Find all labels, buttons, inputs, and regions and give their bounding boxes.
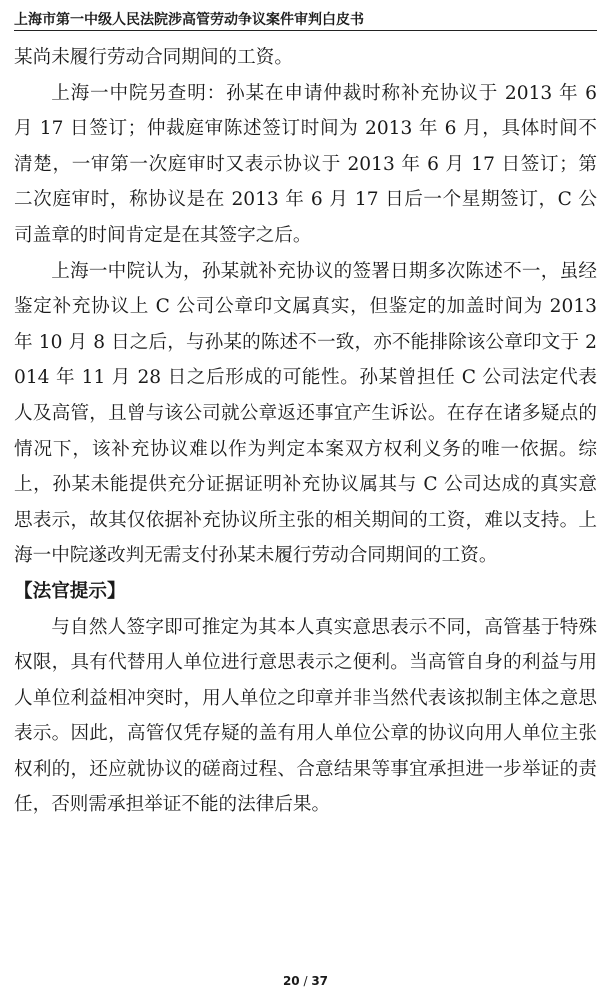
page-header: [14, 6, 597, 31]
page-number: [0, 974, 611, 988]
section-heading-judge-tips: 【法官提示】: [14, 580, 126, 602]
page-number-separator: /: [299, 974, 312, 988]
paragraph-court-opinion: 上海一中院认为，孙某就补充协议的签署日期多次陈述不一，虽经鉴定补充协议上 C 公司公章印文属真实，但鉴定的加盖时间为 2013 年 10 月 8 日之后，与孙某的陈述不一致，亦不能排除该公章印文于 2014 年 11 月 28 日之后形成的可能性。孙某曾担任 C 公司法定代表人及高管，且曾与该公司就公章返还事宜产生诉讼。在存在诸多疑点的情况下，该补充协议难以作为判定本案双方权利义务的唯一依据。综上，孙某未能提供充分证据证明补充协议属其与 C 公司达成的真实意思表示，故其仅依据补充协议所主张的相关期间的工资，难以支持。上海一中院遂改判无需支付孙某未履行劳动合同期间的工资。: [14, 260, 597, 567]
paragraph-further-findings: 上海一中院另查明：孙某在申请仲裁时称补充协议于 2013 年 6 月 17 日签订；仲裁庭审陈述签订时间为 2013 年 6 月，具体时间不清楚，一审第一次庭审时又表示协议于 2013 年 6 月 17 日签订；第二次庭审时，称协议是在 2013 年 6 月 17 日后一个星期签订，C 公司盖章的时间肯定是在其签字之后。: [14, 82, 597, 246]
header-title: 上海市第一中级人民法院涉高管劳动争议案件审判白皮书: [14, 12, 364, 28]
paragraph-continuation: 某尚未履行劳动合同期间的工资。: [14, 47, 293, 68]
total-pages: 37: [311, 974, 329, 988]
page-content: [14, 40, 597, 823]
paragraph-judge-tips: 与自然人签字即可推定为其本人真实意思表示不同，高管基于特殊权限，具有代替用人单位进行意思表示之便利。当高管自身的利益与用人单位利益相冲突时，用人单位之印章并非当然代表该拟制主体之意思表示。因此，高管仅凭存疑的盖有用人单位公章的协议向用人单位主张权利的，还应就协议的磋商过程、合意结果等事宜承担进一步举证的责任，否则需承担举证不能的法律后果。: [14, 616, 597, 816]
current-page-number: 20: [282, 974, 300, 988]
